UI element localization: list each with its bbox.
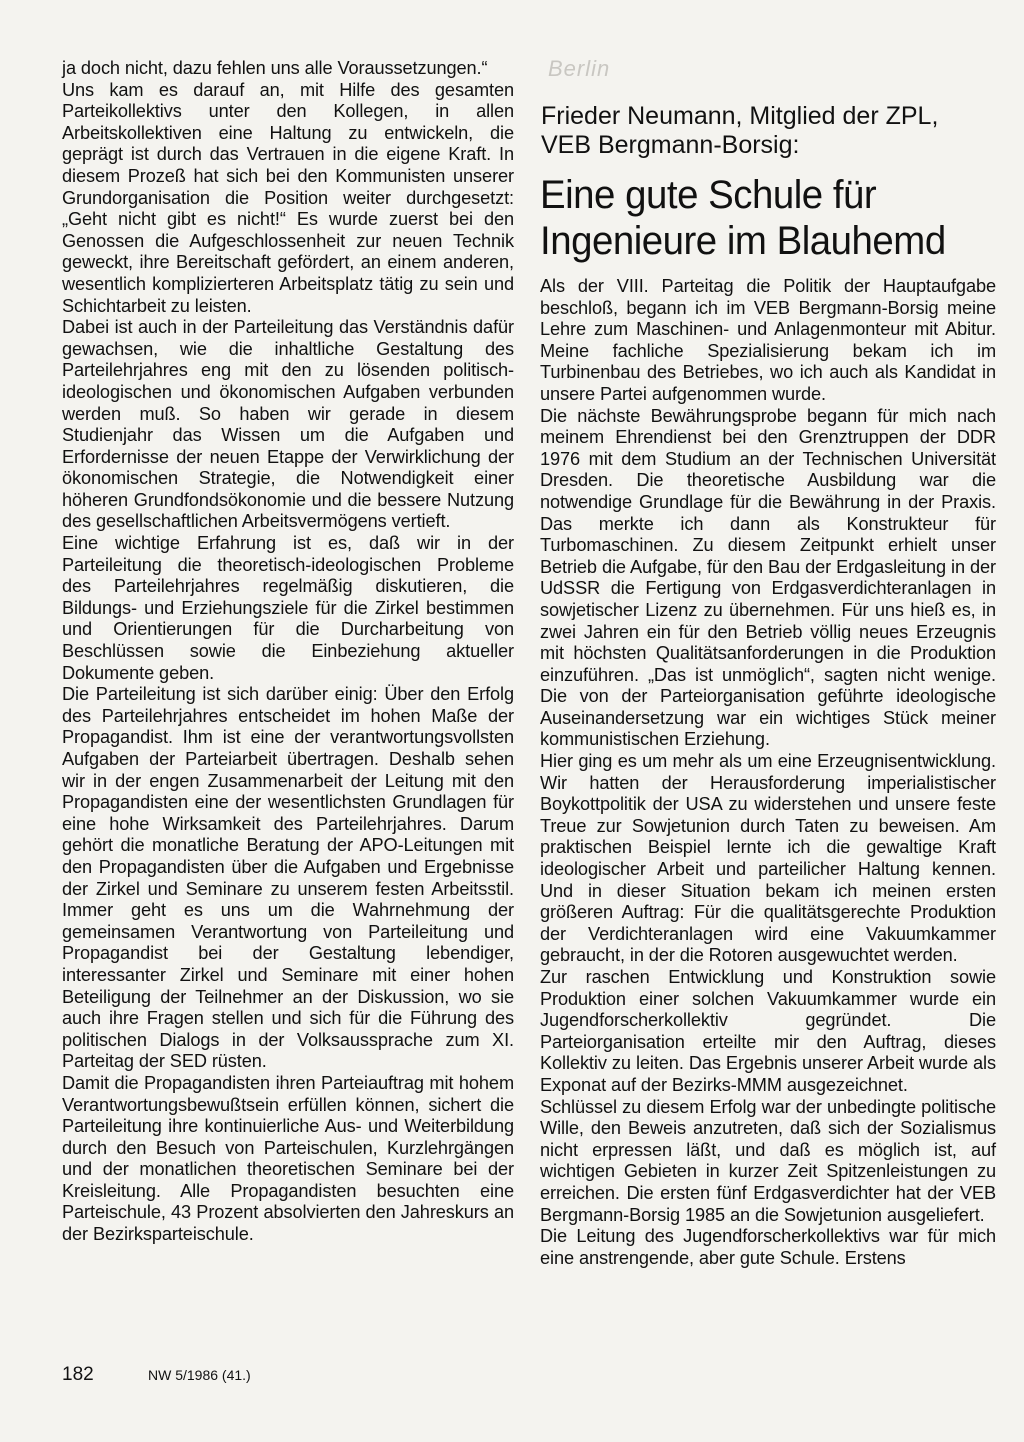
paragraph: Hier ging es um mehr als um eine Erzeugnisentwicklung. Wir hatten der Herausforderung imperialistischer Boykottpolitik der USA zu widerstehen und unsere feste Treue zur Sowjetunion durch Taten zu beweisen. Am praktischen Beispiel lernte ich die gewaltige Kraft ideologischer Arbeit und parteilicher Haltung kennen. Und in dieser Situation bekam ich meinen ersten größeren Auftrag: Für die qualitätsgerechte Produktion der Verdichteranlagen wird eine Vakuumkammer gebraucht, in der die Rotoren ausgewuchtet werden. [540,751,996,966]
right-column [540,276,996,1269]
article-headline: Eine gute Schule für Ingenieure im Blauhemd [540,173,946,263]
paragraph: Als der VIII. Parteitag die Politik der Hauptaufgabe beschloß, begann ich im VEB Bergmann-Borsig meine Lehre zum Maschinen- und Anlagenmonteur mit Abitur. Meine fachliche Spezialisierung bekam ich im Turbinenbau des Betriebes, wo ich auch als Kandidat in unsere Partei aufgenommen wurde. [540,276,996,404]
paragraph: Die Leitung des Jugendforscherkollektivs war für mich eine anstrengende, aber gute Schule. Erstens [540,1226,996,1268]
paragraph: Zur raschen Entwicklung und Konstruktion sowie Produktion einer solchen Vakuumkammer wurde ein Jugendforscherkollektiv gegründet. Die Parteiorganisation erteilte mir den Auftrag, dieses Kollektiv zu leiten. Das Ergebnis unserer Arbeit wurde als Exponat auf der Bezirks-MMM ausgezeichnet. [540,967,996,1095]
paragraph: ja doch nicht, dazu fehlen uns alle Voraussetzungen.“ [62,58,488,78]
paragraph: Uns kam es darauf an, mit Hilfe des gesamten Parteikollektivs unter den Kollegen, in allen Arbeitskollektiven eine Haltung zu entwickeln, die geprägt ist durch das Vertrauen in die eigene Kraft. In diesem Prozeß hat sich bei den Kommunisten unserer Grundorganisation die Position weiter durchgesetzt: „Geht nicht gibt es nicht!“ Es wurde zuerst bei den Genossen die Aufgeschlossenheit zur neuen Technik geweckt, ihre Bereitschaft gefördert, an einem anderen, wesentlich komplizierteren Arbeitsplatz tätig zu sein und Schichtarbeit zu leisten. [62,79,514,316]
left-column [62,58,514,1246]
paragraph: Schlüssel zu diesem Erfolg war der unbedingte politische Wille, den Beweis anzutreten, daß sich der Sozialismus nicht erpressen läßt, und daß es möglich ist, auf wichtigen Gebieten in kurzer Zeit Spitzenleistungen zu erreichen. Die ersten fünf Erdgasverdichter hat der VEB Bergmann-Borsig 1985 an die Sowjetunion ausgeliefert. [540,1096,996,1225]
location-stamp: Berlin [548,56,611,81]
issue-label: NW 5/1986 (41.) [148,1367,251,1383]
article-author: Frieder Neumann, Mitglied der ZPL, VEB Bergmann-Borsig: [541,102,939,159]
paragraph: Damit die Propagandisten ihren Parteiauftrag mit hohem Verantwortungsbewußtsein erfüllen können, sichert die Parteileitung ihre kontinuierliche Aus- und Weiterbildung durch den Besuch von Parteischulen, Kurzlehrgängen und der monatlichen theoretischen Seminare bei der Kreisleitung. Alle Propagandisten besuchten eine Parteischule, 43 Prozent absolvierten den Jahreskurs an der Bezirksparteischule. [62,1072,514,1245]
paragraph: Die nächste Bewährungsprobe begann für mich nach meinem Ehrendienst bei den Grenztruppen der DDR 1976 mit dem Studium an der Technischen Universität Dresden. Die theoretische Ausbildung war die notwendige Grundlage für die Bewährung in der Praxis. Das merkte ich dann als Konstrukteur für Turbomaschinen. Zu diesem Zeitpunkt erhielt unser Betrieb die Aufgabe, für den Bau der Erdgasleitung in der UdSSR die Fertigung von Erdgasverdichteranlagen in sowjetischer Lizenz zu übernehmen. Für uns hieß es, in zwei Jahren ein für den Betrieb völlig neues Erzeugnis mit höchsten Qualitätsanforderungen in die Produktion einzuführen. „Das ist unmöglich“, sagten nicht wenige. Die von der Parteiorganisation geführte ideologische Auseinandersetzung war ein wichtiges Stück meiner kommunistischen Erziehung. [540,405,996,750]
paragraph: Die Parteileitung ist sich darüber einig: Über den Erfolg des Parteilehrjahres entscheidet im hohen Maße der Propagandist. Ihm ist eine der verantwortungsvollsten Aufgaben der Parteiarbeit übertragen. Deshalb sehen wir in der engen Zusammenarbeit der Leitung mit den Propagandisten eine der wesentlichsten Grundlagen für eine hohe Wirksamkeit des Parteilehrjahres. Darum gehört die monatliche Beratung der APO-Leitungen mit den Propagandisten über die Aufgaben und Ergebnisse der Zirkel und Seminare zu unserem festen Arbeitsstil. Immer geht es uns um die Wahrnehmung der gemeinsamen Verantwortung von Parteileitung und Propagandist bei der Gestaltung lebendiger, interessanter Zirkel und Seminare mit einer hohen Beteiligung der Teilnehmer an der Diskussion, wo sie auch ihre Fragen stellen und sich für die Führung des politischen Dialogs in der Volksaussprache zum XI. Parteitag der SED rüsten. [62,684,514,1072]
paragraph: Dabei ist auch in der Parteileitung das Verständnis dafür gewachsen, wie die inhaltliche Gestaltung des Parteilehrjahres eng mit den zu lösenden politisch-ideologischen und ökonomischen Aufgaben verbunden werden muß. So haben wir gerade in diesem Studienjahr das Wissen um die Aufgaben und Erfordernisse der neuen Etappe der Verwirklichung der ökonomischen Strategie, die Notwendigkeit einer höheren Grundfondsökonomie und die bessere Nutzung des gesellschaftlichen Arbeitsvermögens vertieft. [62,317,514,532]
page-number: 182 [62,1364,94,1385]
paragraph: Eine wichtige Erfahrung ist es, daß wir in der Parteileitung die theoretisch-ideologischen Probleme des Parteilehrjahres regelmäßig diskutieren, die Bildungs- und Erziehungsziele für die Zirkel bestimmen und Orientierungen für die Durcharbeitung von Beschlüssen sowie die Einbeziehung aktueller Dokumente geben. [62,533,514,683]
